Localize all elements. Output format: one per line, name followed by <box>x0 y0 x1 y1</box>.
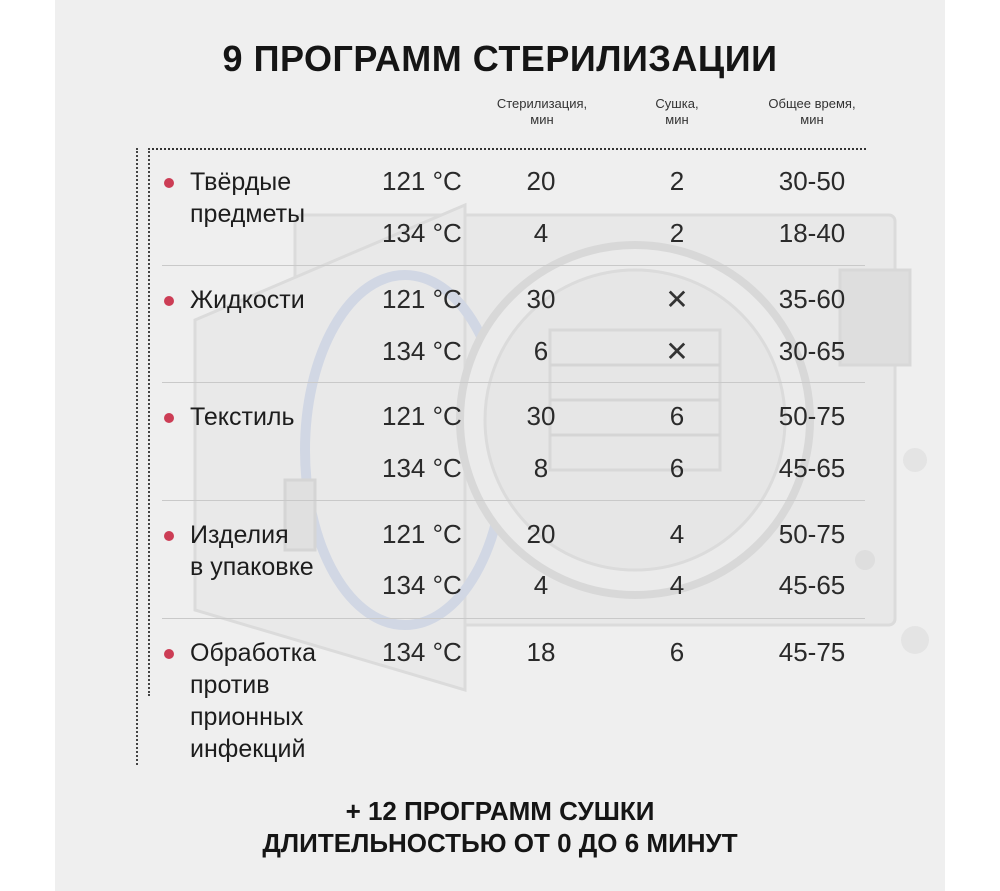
drying-time: 6 <box>669 637 685 667</box>
temperature-value: 121 °C <box>382 166 462 196</box>
temperature-value: 121 °C <box>382 519 462 549</box>
total-time: 50-75 <box>778 519 846 549</box>
column-header-drying: Сушка, мин <box>655 96 699 127</box>
program-name: Текстиль <box>190 403 295 431</box>
bullet-dot-icon <box>164 178 174 188</box>
bullet-dot-icon <box>164 649 174 659</box>
bullet-dot-icon <box>164 413 174 423</box>
cross-icon: ✕ <box>665 284 689 315</box>
total-time: 50-75 <box>778 401 846 431</box>
bullet-dot-icon <box>164 296 174 306</box>
sterilization-time: 4 <box>533 218 549 248</box>
temperature-value: 134 °C <box>382 336 462 366</box>
column-header-total: Общее время, мин <box>768 96 856 127</box>
temperature-value: 134 °C <box>382 218 462 248</box>
footer-line-1: + 12 ПРОГРАММ СУШКИ <box>345 796 655 826</box>
sterilization-time: 20 <box>526 519 556 549</box>
sterilization-time: 18 <box>526 637 556 667</box>
row-separator <box>162 618 865 619</box>
table-left-border-outer <box>136 148 138 765</box>
row-separator <box>162 500 865 501</box>
total-time: 18-40 <box>778 218 846 248</box>
sterilization-time: 4 <box>533 570 549 600</box>
cross-icon: ✕ <box>665 336 689 367</box>
page-title: 9 ПРОГРАММ СТЕРИЛИЗАЦИИ <box>222 38 778 79</box>
program-name: Твёрдые предметы <box>190 168 306 228</box>
drying-time: 2 <box>669 218 685 248</box>
total-time: 35-60 <box>778 284 846 314</box>
temperature-value: 134 °C <box>382 570 462 600</box>
sterilization-time: 30 <box>526 401 556 431</box>
table-top-border <box>148 148 866 150</box>
column-header-sterilization: Стерилизация, мин <box>496 96 588 127</box>
drying-time: 4 <box>669 570 685 600</box>
row-separator <box>162 382 865 383</box>
bullet-dot-icon <box>164 531 174 541</box>
total-time: 45-65 <box>778 453 846 483</box>
total-time: 30-65 <box>778 336 846 366</box>
sterilization-time: 20 <box>526 166 556 196</box>
footer-line-2: ДЛИТЕЛЬНОСТЬЮ ОТ 0 ДО 6 МИНУТ <box>262 828 738 858</box>
sterilization-time: 8 <box>533 453 549 483</box>
program-name: Изделия в упаковке <box>190 521 314 581</box>
temperature-value: 134 °C <box>382 637 462 667</box>
sterilization-time: 30 <box>526 284 556 314</box>
temperature-value: 134 °C <box>382 453 462 483</box>
total-time: 45-75 <box>778 637 846 667</box>
sterilization-time: 6 <box>533 336 549 366</box>
temperature-value: 121 °C <box>382 284 462 314</box>
drying-time: 6 <box>669 401 685 431</box>
table-left-border-inner <box>148 148 150 696</box>
row-separator <box>162 265 865 266</box>
footer-note <box>0 795 1000 859</box>
infographic-card <box>55 0 945 891</box>
autoclave-background-icon <box>55 0 945 891</box>
drying-time: 6 <box>669 453 685 483</box>
program-name: Жидкости <box>190 286 305 314</box>
temperature-value: 121 °C <box>382 401 462 431</box>
drying-time: 2 <box>669 166 685 196</box>
total-time: 30-50 <box>778 166 846 196</box>
total-time: 45-65 <box>778 570 846 600</box>
program-name: Обработка против прионных инфекций <box>190 639 317 763</box>
drying-time: 4 <box>669 519 685 549</box>
